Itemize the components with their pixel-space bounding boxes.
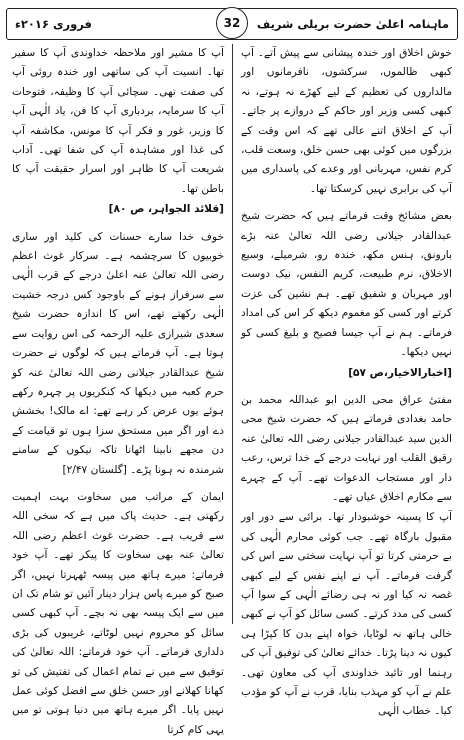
paragraph: خوف خدا سارے حسنات کی کلید اور ساری خوبیوں کا سرچشمہ ہے۔ سرکار غوث اعظم رضی اللہ تعالیٰ عنہ اعلیٰ درجے کے قرب الٰہی سے سرفراز ہونے کے باوجود کس درجہ خشیت الٰہی رکھتے تھے، اس کا اندازہ حضرت شیخ سعدی شیرازی علیہ الرحمہ کی اس روایت سے ہوتا ہے۔ آپ فرماتے ہیں کہ لوگوں نے حضرت شیخ عبدالقادر جیلانی رضی اللہ تعالیٰ عنہ کو حرم کعبہ میں دیکھا کہ کنکریوں پر چہرہ رکھے ہوئے یوں عرض کر رہے تھے: اے مالک! بخشش دے اور اگر میں مستحق سزا ہوں تو قیامت کے دن مجھے نابینا اٹھانا تاکہ نیکوں کے سامنے شرمندہ نہ ہونا پڑے۔ [گلستان ۲/۴۷] (12, 230, 224, 476)
issue-date: فروری ۲۰۱۶ء (15, 17, 92, 31)
page-number: 32 (216, 7, 248, 39)
paragraph: آپ کا مشیر اور ملاحظہ خداوندی آپ کا سفیر تھا۔ انسیت آپ کی ساتھی اور خندہ روئی آپ کی صفت تھی۔ سچائی آپ کا وظیفہ، فتوحات آپ کا سرمایہ، بردباری آپ کا فن، یاد الٰہی آپ کا وزیر، غور و فکر آپ کا مونس، مکاشفہ آپ کی غذا اور مشاہدہ آپ کی شفا تھی۔ آداب شریعت آپ کا ظاہر اور اسرار حقیقت آپ کا باطن تھا۔ (12, 47, 224, 195)
paragraph: خوش اخلاق اور خندہ پیشانی سے پیش آتے۔ آپ کبھی ظالموں، سرکشوں، نافرمانوں اور مالداروں کی تعظیم کے لیے کھڑے نہ ہوتے، نہ کبھی کسی وزیر اور حاکم کے دروازے پر جاتے۔ آپ کے اخلاق اتنے عالی تھے کہ اس وقت کے بزرگوں میں کوئی بھی حسن خلق، وسعت قلب، کرم نفس، مہربانی اور وعدے کی پاسداری میں آپ کی برابری نہیں کرسکتا تھا۔ (241, 47, 452, 195)
right-column (232, 44, 458, 718)
citation: [قلائد الجواہر، ص ۸۰] (108, 203, 224, 216)
paragraph: ایمان کے مراتب میں سخاوت بہت اہمیت رکھتی ہے۔ حدیث پاک میں ہے کہ سخی اللہ سے قریب ہے۔ حضرت غوث اعظم رضی اللہ تعالیٰ عنہ بھی سخاوت کا پیکر تھے۔ آپ خود فرماتے: میرے ہاتھ میں پیسہ ٹھہرتا نہیں، اگر صبح کو میرے پاس ہزار دینار آئیں تو شام تک ان میں سے ایک پیسہ بھی نہ بچے۔ آپ کبھی کسی سائل کو محروم نہیں لوٹاتے، غریبوں کی بڑی دلداری فرماتے۔ آپ خود فرماتے: اللہ تعالیٰ کی توفیق سے میں نے تمام اعمال کی تفتیش کی تو کھانا کھلانے اور حسن خلق سے افضل کوئی عمل نہیں پایا۔ اگر میرے ہاتھ میں دنیا ہوتی تو میں یہی کام کرتا (12, 490, 224, 736)
text-columns (6, 44, 458, 736)
magazine-title: ماہنامہ اعلیٰ حضرت بریلی شریف (256, 17, 449, 31)
left-column (6, 44, 232, 736)
page-header (6, 8, 458, 40)
citation: [اخبارالاخیار،ص ۵۷] (348, 366, 452, 379)
paragraph: مفتیٔ عراق محی الدین ابو عبداللہ محمد بن حامد بغدادی فرماتے ہیں کہ حضرت شیخ محی الدین سید عبدالقادر جیلانی رضی اللہ تعالیٰ عنہ رقیق القلب اور نہایت درجے کے خدا ترس، رعب دار اور مستجاب الدعوات تھے۔ آپ کے چہرے سے مکارم اخلاق عیاں تھے۔ (241, 393, 452, 503)
paragraph: بعض مشائخ وقت فرماتے ہیں کہ حضرت شیخ عبدالقادر جیلانی رضی اللہ تعالیٰ عنہ بڑے بارونق، ہنس مکھ، خندہ رو، شرمیلے، وسیع الاخلاق، نرم طبیعت، کریم النفس، نیک دوست اور مہربان و شفیق تھے۔ ہم نشین کی عزت کرتے اور کسی کو مغموم دیکھ کر اس کی امداد فرماتے۔ ہم نے آپ جیسا فصیح و بلیغ کسی کو نہیں دیکھا۔ (241, 210, 452, 359)
paragraph: آپ کا پسینہ خوشبودار تھا۔ برائی سے دور اور مقبول بارگاہ تھے۔ جب کوئی محارم الٰہی کی بے حرمتی کرتا تو آپ نہایت سختی سے اس کی گرفت فرماتے۔ آپ نے اپنے نفس کے لیے کبھی غصہ نہ کیا اور نہ ہی رضائے الٰہی کے سوا آپ کسی کی مدد کرتے۔ کسی سائل کو آپ نے کبھی خالی ہاتھ نہ لوٹایا، خواہ اپنے بدن کا کپڑا ہی کیوں نہ دینا پڑتا۔ خدائے تعالیٰ کی توفیق آپ کی رہنما اور تائید خداوندی آپ کی معاون تھی۔ علم نے آپ کو مہذب بنایا، قرب نے آپ کو مؤدب کیا۔ خطاب الٰہی (241, 511, 452, 718)
